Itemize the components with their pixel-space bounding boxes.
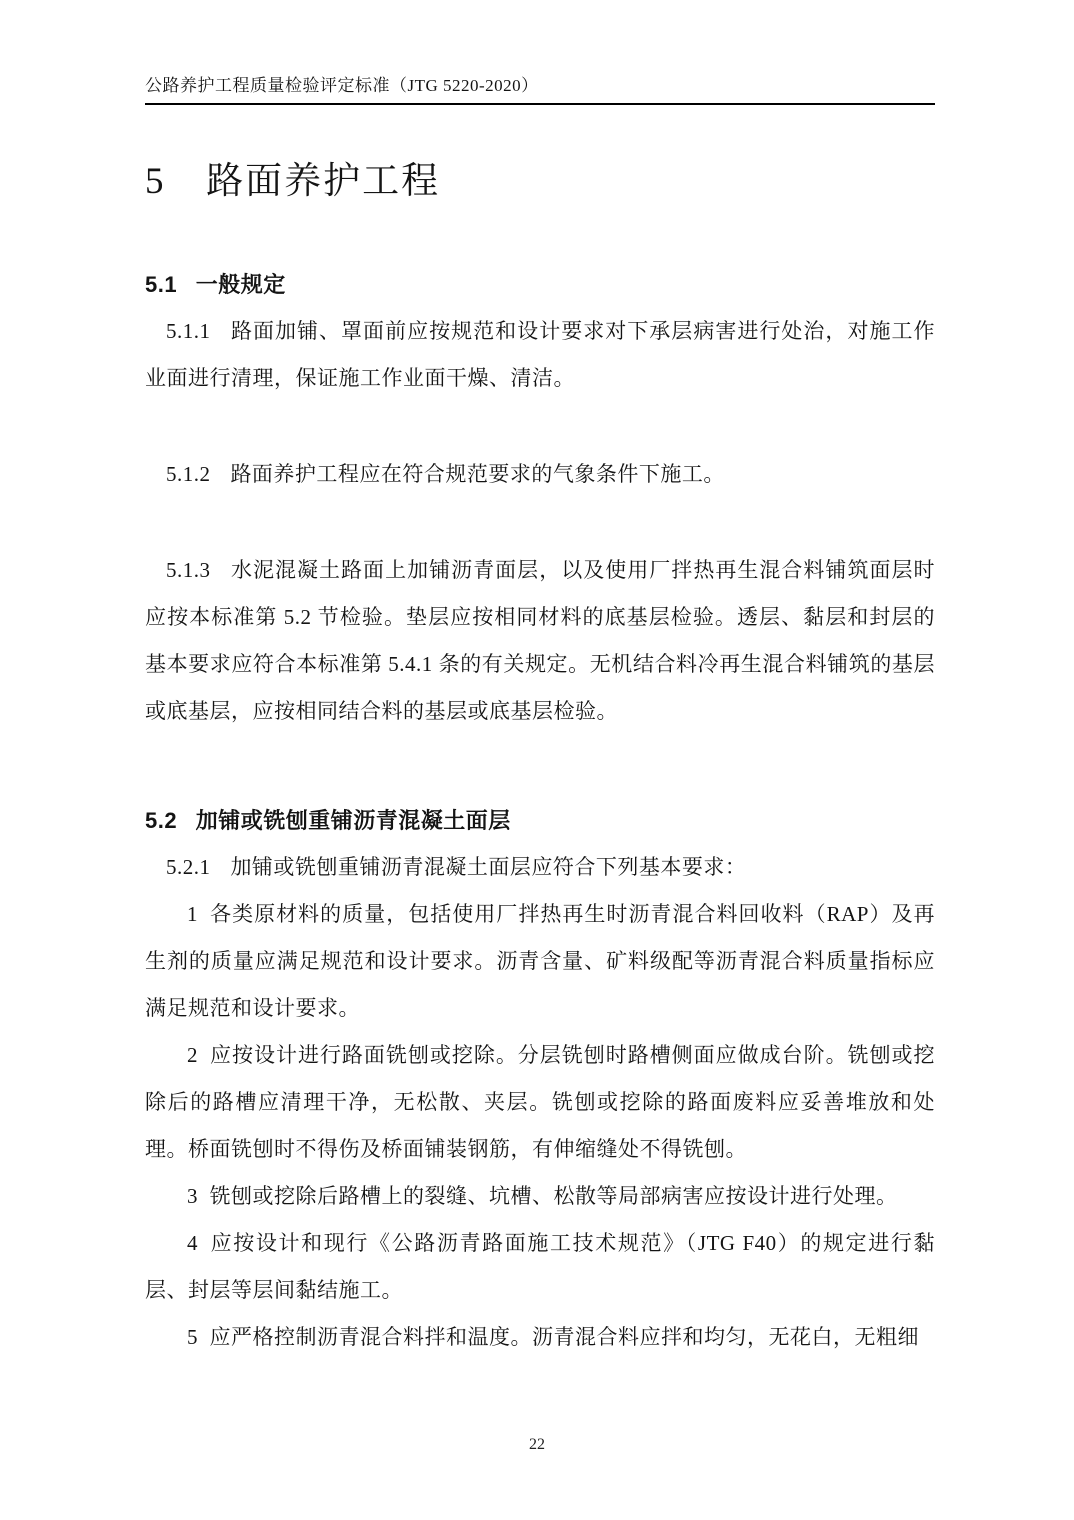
running-header xyxy=(145,76,935,96)
list-item-2 xyxy=(145,1032,935,1173)
list-item-4 xyxy=(145,1220,935,1314)
list-item-5-text: 应严格控制沥青混合料拌和温度。沥青混合料应拌和均匀，无花白，无粗细 xyxy=(209,1324,920,1349)
clause-5-1-2 xyxy=(145,451,935,498)
section-5-1-number: 5.1 xyxy=(145,271,178,297)
clause-5-1-2-number: 5.1.2 xyxy=(166,461,211,486)
clause-5-2-1 xyxy=(145,844,935,891)
clause-5-1-3-number: 5.1.3 xyxy=(166,557,211,582)
clause-5-1-2-text: 路面养护工程应在符合规范要求的气象条件下施工。 xyxy=(230,461,725,486)
list-item-4-text: 应按设计和现行《公路沥青路面施工技术规范》（JTG F40）的规定进行黏层、封层等层间黏结施工。 xyxy=(145,1230,935,1302)
clause-5-2-1-text: 加铺或铣刨重铺沥青混凝土面层应符合下列基本要求： xyxy=(230,854,747,879)
running-header-text: 公路养护工程质量检验评定标准（JTG 5220-2020） xyxy=(145,76,539,95)
list-item-4-number: 4 xyxy=(187,1230,198,1255)
chapter-number: 5 xyxy=(145,160,166,202)
page-number: 22 xyxy=(529,1436,545,1453)
list-item-5 xyxy=(145,1314,935,1361)
list-item-3-text: 铣刨或挖除后路槽上的裂缝、坑槽、松散等局部病害应按设计进行处理。 xyxy=(209,1183,898,1208)
list-item-1 xyxy=(145,891,935,1032)
list-item-1-text: 各类原材料的质量，包括使用厂拌热再生时沥青混合料回收料（RAP）及再生剂的质量应满足规范和设计要求。沥青含量、矿料级配等沥青混合料质量指标应满足规范和设计要求。 xyxy=(145,901,935,1020)
list-item-5-number: 5 xyxy=(187,1324,198,1349)
clause-5-1-3 xyxy=(145,547,935,735)
section-5-2-title: 加铺或铣刨重铺沥青混凝土面层 xyxy=(195,807,511,833)
chapter-title-text: 路面养护工程 xyxy=(206,160,441,202)
section-5-1-title: 一般规定 xyxy=(195,271,286,297)
section-5-2-number: 5.2 xyxy=(145,807,178,833)
list-item-2-number: 2 xyxy=(187,1042,198,1067)
section-heading-5-2 xyxy=(145,797,935,844)
clause-5-1-1-text: 路面加铺、罩面前应按规范和设计要求对下承层病害进行处治，对施工作业面进行清理，保证施工作业面干燥、清洁。 xyxy=(145,318,935,390)
list-item-3-number: 3 xyxy=(187,1183,198,1208)
header-rule xyxy=(145,103,935,105)
clause-5-1-1 xyxy=(145,308,935,402)
clause-5-1-3-text: 水泥混凝土路面上加铺沥青面层，以及使用厂拌热再生混合料铺筑面层时应按本标准第 5.2 节检验。垫层应按相同材料的底基层检验。透层、黏层和封层的基本要求应符合本标准第 5.4.1 条的有关规定。无机结合料冷再生混合料铺筑的基层或底基层，应按相同结合料的基层或底基层检验。 xyxy=(145,557,935,723)
section-heading-5-1 xyxy=(145,261,935,308)
list-item-1-number: 1 xyxy=(187,901,198,926)
list-item-2-text: 应按设计进行路面铣刨或挖除。分层铣刨时路槽侧面应做成台阶。铣刨或挖除后的路槽应清理干净，无松散、夹层。铣刨或挖除的路面废料应妥善堆放和处理。桥面铣刨时不得伤及桥面铺装钢筋，有伸缩缝处不得铣刨。 xyxy=(145,1042,935,1161)
chapter-title xyxy=(145,159,935,205)
list-item-3 xyxy=(145,1173,935,1220)
clause-5-2-1-number: 5.2.1 xyxy=(166,854,211,879)
clause-5-1-1-number: 5.1.1 xyxy=(166,318,211,343)
